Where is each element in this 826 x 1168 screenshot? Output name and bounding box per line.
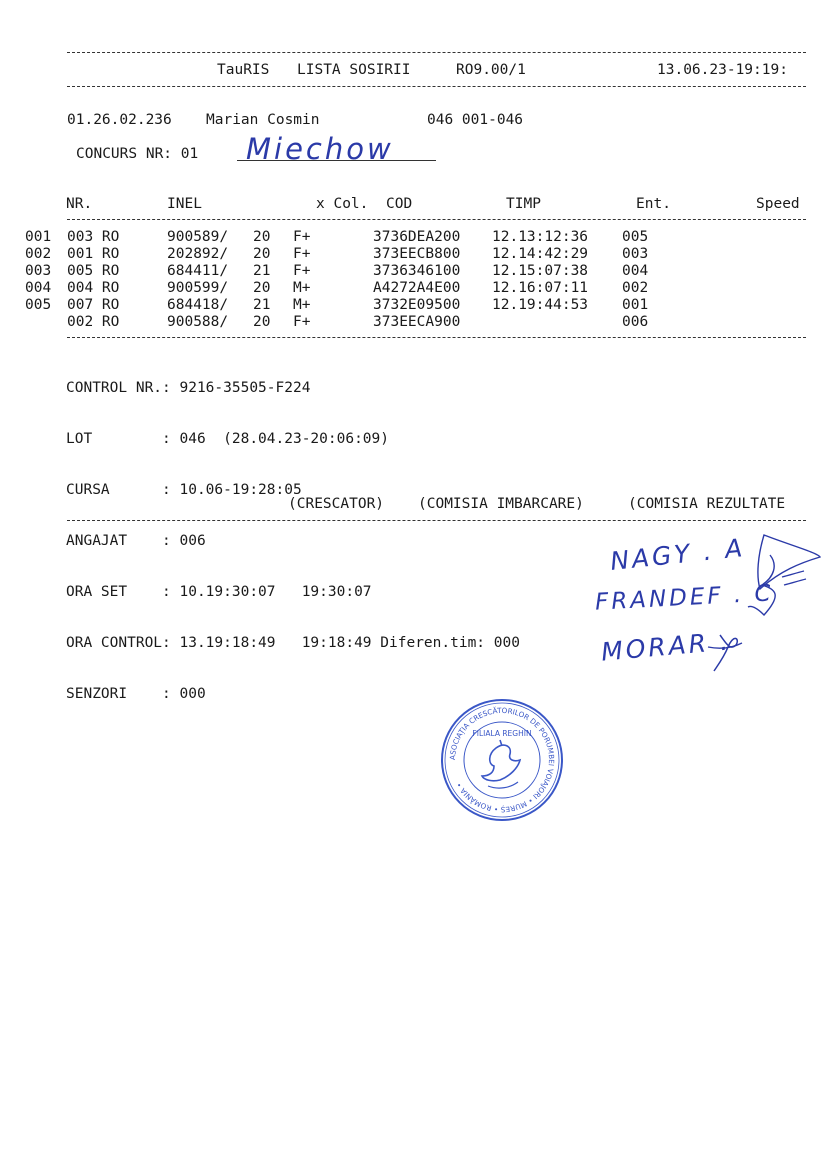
header-program: TauRIS xyxy=(217,62,270,78)
stamp-inner-text: FILIALA REGHIN xyxy=(472,729,532,738)
col-header-nr: NR. xyxy=(66,196,93,212)
control-ora-set: ORA SET : 10.19:30:07 19:30:07 xyxy=(66,584,372,600)
row-timp: 12.13:12:36 xyxy=(492,229,589,245)
col-header-ent: Ent. xyxy=(636,196,671,212)
control-cursa: CURSA : 10.06-19:28:05 xyxy=(66,482,302,498)
row-cod: 3732E09500 xyxy=(373,297,461,313)
association-stamp xyxy=(438,696,566,824)
row-nr: 007 RO xyxy=(67,297,120,313)
stamp-outer-text: ASOCIAȚIA CRESCĂTORILOR DE PORUMBEI VOIAJORI • MUREȘ • ROMÂNIA • xyxy=(447,705,557,815)
header-top-rule xyxy=(67,52,806,53)
row-pos xyxy=(25,314,67,331)
row-ring: 900599/ xyxy=(167,280,229,296)
table-row xyxy=(25,297,682,314)
row-timp: 12.19:44:53 xyxy=(492,297,589,313)
col-header-col: x Col. xyxy=(316,196,369,212)
row-timp: 12.16:07:11 xyxy=(492,280,589,296)
row-year: 20 xyxy=(253,229,271,245)
signature-morar: MORAR . xyxy=(599,626,733,667)
row-cod: 373EECA900 xyxy=(373,314,461,330)
table-row xyxy=(25,280,682,297)
control-lot: LOT : 046 (28.04.23-20:06:09) xyxy=(66,431,390,447)
row-year: 20 xyxy=(253,314,271,330)
table-row xyxy=(25,246,682,263)
row-ent: 001 xyxy=(622,297,649,313)
row-cod: A4272A4E00 xyxy=(373,280,461,296)
header-datetime: 13.06.23-19:19: xyxy=(657,62,788,78)
signature-scribbles xyxy=(700,525,826,675)
signature-frandef: FRANDEF . C xyxy=(594,580,775,616)
row-nr: 002 RO xyxy=(67,314,120,330)
table-row xyxy=(25,263,682,280)
row-pos: 004 xyxy=(25,280,52,296)
row-year: 20 xyxy=(253,246,271,262)
row-ent: 002 xyxy=(622,280,649,296)
row-col: F+ xyxy=(293,314,311,330)
row-ent: 004 xyxy=(622,263,649,279)
row-timp xyxy=(492,314,622,331)
row-ring: 900589/ xyxy=(167,229,229,245)
col-header-speed: Speed xyxy=(756,196,800,212)
header-bottom-rule xyxy=(67,86,806,87)
row-col: M+ xyxy=(293,280,311,296)
caption-crescator: (CRESCATOR) xyxy=(288,496,385,512)
row-ring: 900588/ xyxy=(167,314,229,330)
row-year: 21 xyxy=(253,263,271,279)
control-block xyxy=(66,346,520,720)
signature-rule xyxy=(67,520,806,521)
table-row xyxy=(25,314,682,331)
row-ring: 202892/ xyxy=(167,246,229,262)
control-number: CONTROL NR.: 9216-35505-F224 xyxy=(66,380,311,396)
row-nr: 004 RO xyxy=(67,280,120,296)
row-ring: 684418/ xyxy=(167,297,229,313)
table-header-rule xyxy=(67,219,806,220)
row-year: 21 xyxy=(253,297,271,313)
row-pos: 003 xyxy=(25,263,52,279)
table-bottom-rule xyxy=(67,337,806,338)
caption-comisia-imbarcare: (COMISIA IMBARCARE) xyxy=(418,496,584,512)
signature-nagy: NAGY . A xyxy=(608,533,747,576)
col-header-timp: TIMP xyxy=(506,196,541,212)
contest-handwritten-name: Miechow xyxy=(246,132,394,166)
control-angajat: ANGAJAT : 006 xyxy=(66,533,206,549)
row-timp: 12.14:42:29 xyxy=(492,246,589,262)
row-pos: 001 xyxy=(25,229,52,245)
arrivals-table xyxy=(25,229,682,331)
owner-name: Marian Cosmin xyxy=(206,112,320,128)
row-pos: 002 xyxy=(25,246,52,262)
row-cod: 3736DEA200 xyxy=(373,229,461,245)
row-col: M+ xyxy=(293,297,311,313)
contest-label: CONCURS NR: 01 xyxy=(76,146,199,162)
row-year: 20 xyxy=(253,280,271,296)
row-col: F+ xyxy=(293,246,311,262)
row-nr: 005 RO xyxy=(67,263,120,279)
col-header-inel: INEL xyxy=(167,196,202,212)
row-nr: 001 RO xyxy=(67,246,120,262)
control-ora-control: ORA CONTROL: 13.19:18:49 19:18:49 Diferen.tim: 000 xyxy=(66,635,520,651)
header-version: RO9.00/1 xyxy=(456,62,526,78)
row-col: F+ xyxy=(293,263,311,279)
row-ent: 006 xyxy=(622,314,649,330)
caption-comisia-rezultate: (COMISIA REZULTATE xyxy=(628,496,786,512)
table-row xyxy=(25,229,682,246)
row-cod: 373EECB800 xyxy=(373,246,461,262)
header-title: LISTA SOSIRII xyxy=(297,62,411,78)
row-ring: 684411/ xyxy=(167,263,229,279)
row-timp: 12.15:07:38 xyxy=(492,263,589,279)
row-ent: 005 xyxy=(622,229,649,245)
control-senzori: SENZORI : 000 xyxy=(66,686,206,702)
owner-lot-range: 046 001-046 xyxy=(427,112,524,128)
row-pos: 005 xyxy=(25,297,52,313)
contest-underline xyxy=(237,160,436,161)
col-header-cod: COD xyxy=(386,196,413,212)
row-nr: 003 RO xyxy=(67,229,120,245)
row-cod: 3736346100 xyxy=(373,263,461,279)
owner-code: 01.26.02.236 xyxy=(67,112,172,128)
stamp-pigeon-icon xyxy=(482,740,520,781)
row-ent: 003 xyxy=(622,246,649,262)
row-col: F+ xyxy=(293,229,311,245)
